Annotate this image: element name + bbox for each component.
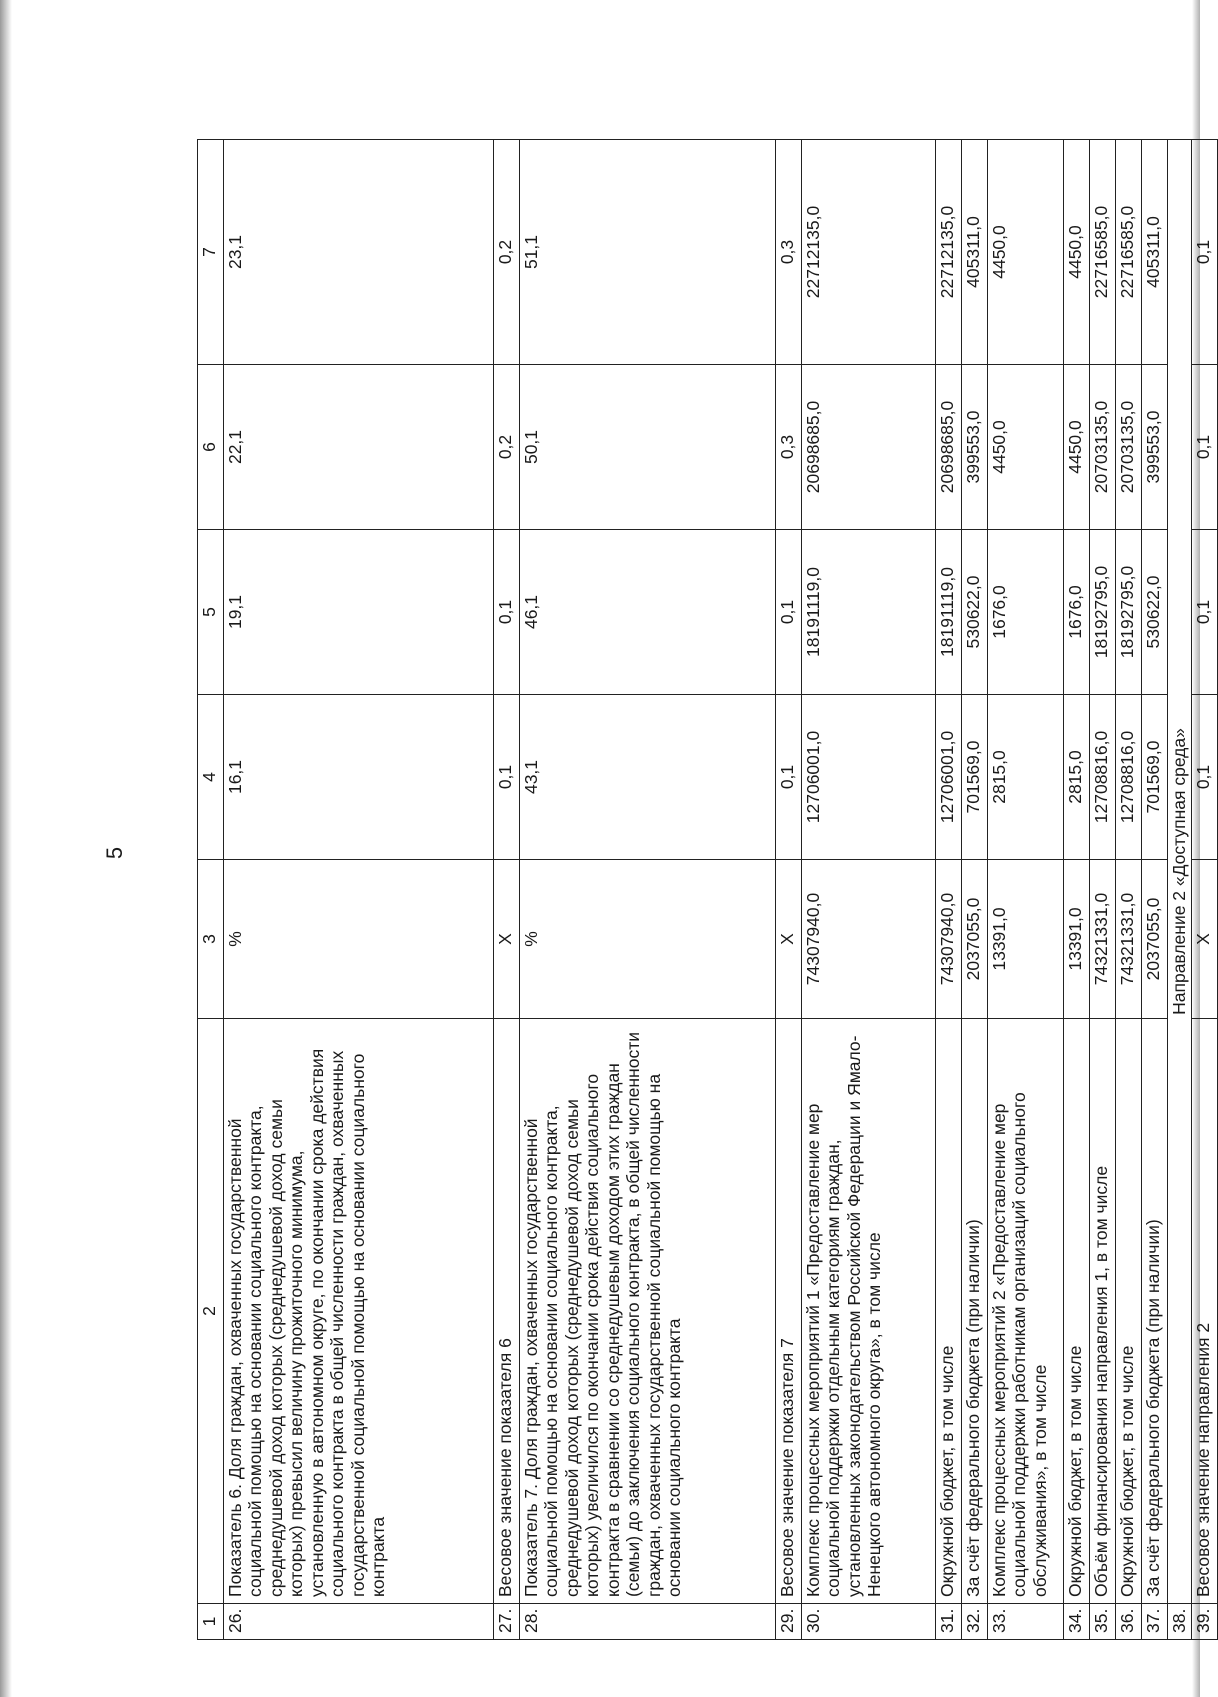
table-row (1064, 140, 1090, 1640)
table-cell: 2037055,0 (1142, 860, 1168, 1019)
header-cell: 5 (198, 530, 224, 695)
table-cell: 0,1 (1192, 140, 1218, 365)
table-cell: 31. (936, 1604, 962, 1640)
table-cell: 405311,0 (1142, 140, 1168, 365)
table-cell: 20703135,0 (1116, 365, 1142, 530)
indicators-table (197, 139, 1218, 1640)
table-cell: 18192795,0 (1090, 530, 1116, 695)
table-cell: 46,1 (520, 530, 776, 695)
table-cell: 16,1 (224, 695, 494, 860)
table-cell: 701569,0 (962, 695, 988, 860)
table-cell: Объём финансирования направления 1, в том числе (1090, 1019, 1116, 1604)
table-cell: 4450,0 (988, 140, 1064, 365)
table-cell: 12708816,0 (1090, 695, 1116, 860)
table-cell: 0,1 (1192, 695, 1218, 860)
table-cell: 20698685,0 (936, 365, 962, 530)
table-cell: 2037055,0 (962, 860, 988, 1019)
table-cell: 30. (802, 1604, 936, 1640)
table-cell: 399553,0 (1142, 365, 1168, 530)
table-cell: 12706001,0 (802, 695, 936, 860)
header-cell: 7 (198, 140, 224, 365)
table-cell: 530622,0 (962, 530, 988, 695)
table-cell: 18191119,0 (802, 530, 936, 695)
table-header-row (198, 140, 224, 1640)
table-row (988, 140, 1064, 1640)
table-cell: 39. (1192, 1604, 1218, 1640)
header-cell: 3 (198, 860, 224, 1019)
table-cell: Х (1192, 860, 1218, 1019)
table-cell: 74307940,0 (936, 860, 962, 1019)
table-cell: 74307940,0 (802, 860, 936, 1019)
header-cell: 6 (198, 365, 224, 530)
table-cell: Весовое значение показателя 7 (776, 1019, 802, 1604)
table-row (1142, 140, 1168, 1640)
table-cell: 27. (494, 1604, 520, 1640)
table-cell: 74321331,0 (1090, 860, 1116, 1019)
scan-edge-left (0, 0, 12, 1697)
table-row (224, 140, 494, 1640)
table-cell: 4450,0 (1064, 140, 1090, 365)
table-row (520, 140, 776, 1640)
table-cell: Х (776, 860, 802, 1019)
table-cell: 1676,0 (1064, 530, 1090, 695)
table-cell: 50,1 (520, 365, 776, 530)
table-cell: 18191119,0 (936, 530, 962, 695)
header-cell: 2 (198, 1019, 224, 1604)
table-cell: 33. (988, 1604, 1064, 1640)
table-cell: Весовое значение направления 2 (1192, 1019, 1218, 1604)
table-cell: 32. (962, 1604, 988, 1640)
table-row (1192, 140, 1218, 1640)
table-cell: Весовое значение показателя 6 (494, 1019, 520, 1604)
table-cell: 37. (1142, 1604, 1168, 1640)
table-cell: 0,2 (494, 365, 520, 530)
table-cell: 13391,0 (988, 860, 1064, 1019)
table-cell: 530622,0 (1142, 530, 1168, 695)
table-cell: 22712135,0 (936, 140, 962, 365)
table-cell: 34. (1064, 1604, 1090, 1640)
table-cell: 19,1 (224, 530, 494, 695)
table-cell: % (520, 860, 776, 1019)
table-cell: 22716585,0 (1090, 140, 1116, 365)
table-cell: Окружной бюджет, в том числе (936, 1019, 962, 1604)
table-cell: Показатель 6. Доля граждан, охваченных государственной социальной помощью на основании социального контракта, среднедушевой доход которых (среднедушевой доход семьи которых) превысил величину прожиточного минимума, установленную в автономном округе, по окончании срока действия социального контракта в общей численности граждан, охваченных государственной социальной помощью на основании социального контракта (224, 1019, 494, 1604)
table-cell: За счёт федерального бюджета (при наличии) (1142, 1019, 1168, 1604)
table-cell: 20698685,0 (802, 365, 936, 530)
table-cell: 4450,0 (988, 365, 1064, 530)
table-cell: 0,1 (776, 695, 802, 860)
table-cell: 43,1 (520, 695, 776, 860)
table-cell: 12708816,0 (1116, 695, 1142, 860)
table-cell: Х (494, 860, 520, 1019)
table-cell: За счёт федерального бюджета (при наличии) (962, 1019, 988, 1604)
header-cell: 1 (198, 1604, 224, 1640)
table-row (494, 140, 520, 1640)
table-row (962, 140, 988, 1640)
table-cell: Показатель 7. Доля граждан, охваченных государственной социальной помощью на основании социального контракта, среднедушевой доход которых (среднедушевой доход семьи которых) увеличился по окончании срока действия социального контракта в сравнении со среднедушевым доходом этих граждан (семьи) до заключения социального контракта, в общей численности граждан, охваченных государственной социальной помощью на основании социального контракта (520, 1019, 776, 1604)
table-cell: 0,1 (776, 530, 802, 695)
table-row (776, 140, 802, 1640)
table-cell: 0,2 (494, 140, 520, 365)
table-cell: Окружной бюджет, в том числе (1064, 1019, 1090, 1604)
table-row (1090, 140, 1116, 1640)
table-cell: 28. (520, 1604, 776, 1640)
table-cell: % (224, 860, 494, 1019)
table-cell: 0,1 (1192, 365, 1218, 530)
table-row (802, 140, 936, 1640)
table-cell: 38. (1168, 1604, 1192, 1640)
page-number: 5 (102, 846, 127, 860)
header-cell: 4 (198, 695, 224, 860)
table-cell: 26. (224, 1604, 494, 1640)
table-cell: 0,3 (776, 140, 802, 365)
table-cell: 36. (1116, 1604, 1142, 1640)
table-cell: 0,1 (494, 695, 520, 860)
table-cell: 0,1 (494, 530, 520, 695)
table-row (936, 140, 962, 1640)
table-cell: Окружной бюджет, в том числе (1116, 1019, 1142, 1604)
table-row (1116, 140, 1142, 1640)
table-cell: 405311,0 (962, 140, 988, 365)
table-cell: Комплекс процессных мероприятий 2 «Предоставление мер социальной поддержки работникам организаций социального обслуживания», в том числе (988, 1019, 1064, 1604)
table-cell: 0,3 (776, 365, 802, 530)
table-cell: 35. (1090, 1604, 1116, 1640)
table-cell: 701569,0 (1142, 695, 1168, 860)
rotated-table-frame (197, 140, 1213, 1640)
table-cell: Комплекс процессных мероприятий 1 «Предоставление мер социальной поддержки отдельным категориям граждан, установленных законодательством Российской Федерации и Ямало-Ненецкого автономного округа», в том числе (802, 1019, 936, 1604)
table-cell: 12706001,0 (936, 695, 962, 860)
table-cell: 399553,0 (962, 365, 988, 530)
table-cell: 22712135,0 (802, 140, 936, 365)
table-cell: 22716585,0 (1116, 140, 1142, 365)
table-cell: 51,1 (520, 140, 776, 365)
section-title: Направление 2 «Доступная среда» (1168, 140, 1192, 1604)
table-cell: 74321331,0 (1116, 860, 1142, 1019)
table-cell: 18192795,0 (1116, 530, 1142, 695)
table-cell: 2815,0 (988, 695, 1064, 860)
table-cell: 0,1 (1192, 530, 1218, 695)
table-cell: 23,1 (224, 140, 494, 365)
table-cell: 13391,0 (1064, 860, 1090, 1019)
table-cell: 1676,0 (988, 530, 1064, 695)
table-cell: 20703135,0 (1090, 365, 1116, 530)
table-cell: 2815,0 (1064, 695, 1090, 860)
section-row (1168, 140, 1192, 1640)
table-cell: 22,1 (224, 365, 494, 530)
table-cell: 29. (776, 1604, 802, 1640)
table-cell: 4450,0 (1064, 365, 1090, 530)
